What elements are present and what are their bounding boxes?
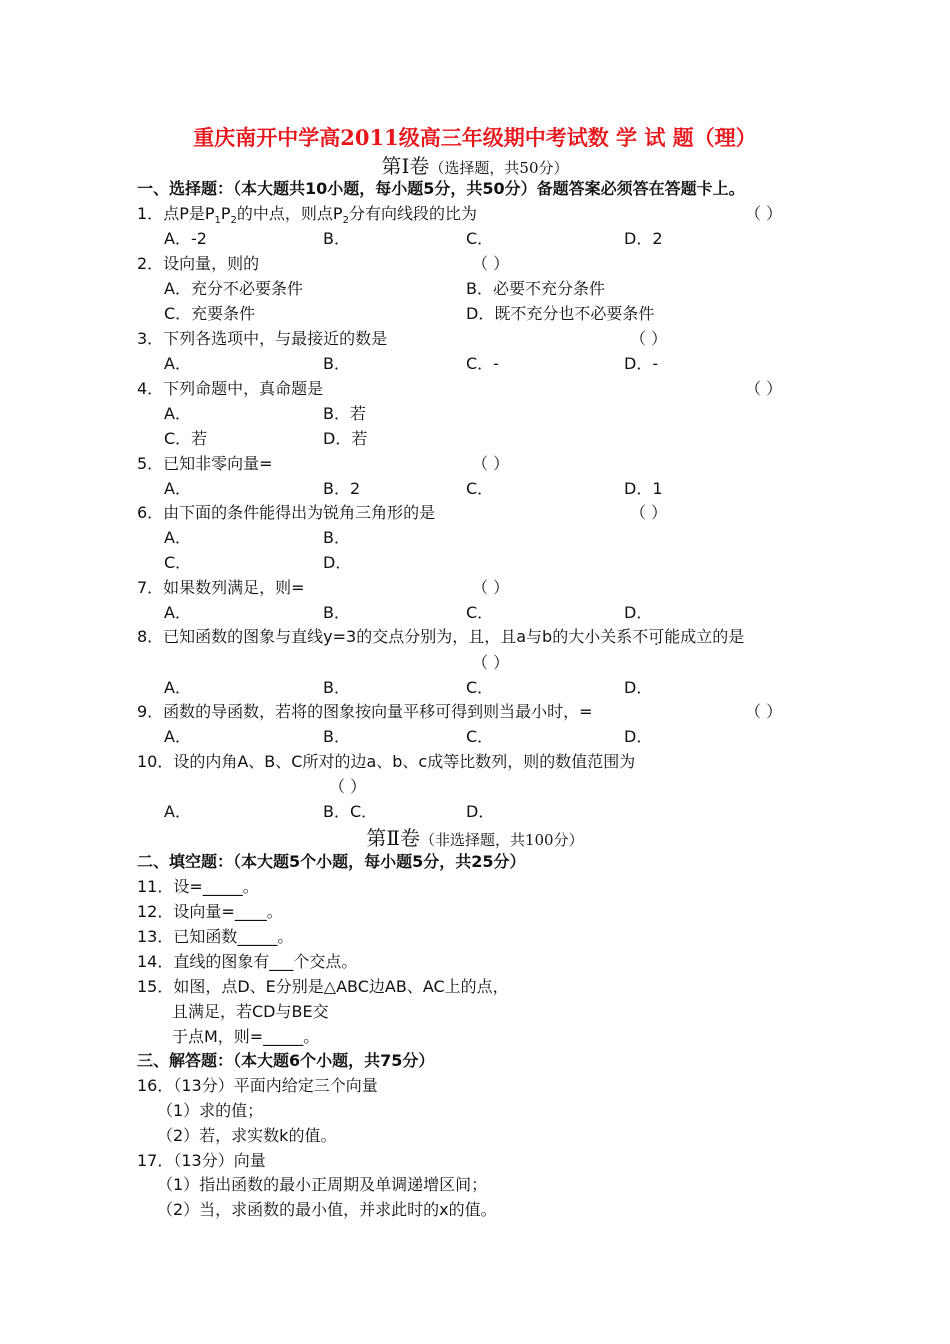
q10-answer-paren: （ ） — [329, 777, 367, 796]
q1-text-d: 分有向线段的比为 — [348, 204, 477, 223]
q10-option-d: D． — [466, 802, 495, 821]
q1-sub-1: 1 — [214, 215, 221, 227]
question-10: 10．设的内角A、B、C所对的边a、b、c成等比数列，则的数值范围为 — [137, 752, 636, 771]
q8-emphasis: 不可能 — [632, 627, 681, 646]
q3-option-c: C．- — [466, 354, 499, 373]
question-16-line-3: （2）若，求实数k的值。 — [157, 1126, 337, 1145]
q8-tail: 成立的是 — [680, 627, 745, 646]
part-one-note: （选择题，共50分） — [429, 159, 569, 177]
part-one-label: 第Ⅰ卷 — [381, 154, 430, 178]
q6-option-c: C． — [164, 553, 192, 572]
q7-option-b: B． — [323, 603, 350, 622]
q2-option-b: B．必要不充分条件 — [466, 279, 605, 298]
q5-option-c: C． — [466, 479, 494, 498]
q10-option-b: B．C． — [323, 802, 378, 821]
q1-number: 1． — [137, 204, 164, 223]
q7-option-c: C． — [466, 603, 494, 622]
q4-option-a: A． — [164, 404, 191, 423]
question-17-line-3: （2）当，求函数的最小值，并求此时的x的值。 — [157, 1200, 497, 1219]
q1-text-b: P — [220, 204, 231, 223]
part-one-heading — [0, 150, 950, 179]
q4-answer-paren: （ ） — [745, 379, 783, 398]
q4-option-d: D．若 — [323, 429, 368, 448]
q9-answer-paren: （ ） — [745, 702, 783, 721]
question-13: 13．已知函数_____。 — [137, 927, 294, 946]
q5-option-b: B．2 — [323, 479, 361, 498]
question-5: 5．已知非零向量= — [137, 454, 273, 473]
q3-option-b: B． — [323, 354, 350, 373]
question-9: 9．函数的导函数，若将的图象按向量平移可得到则当最小时，= — [137, 702, 593, 721]
q7-option-d: D． — [624, 603, 653, 622]
section-three-heading: 三、解答题：（本大题6个小题，共75分） — [137, 1051, 435, 1070]
question-16-line-2: （1）求的值； — [157, 1101, 264, 1120]
exam-title: 重庆南开中学高2011级高三年级期中考试数 学 试 题（理） — [193, 125, 757, 150]
q6-option-b: B． — [323, 528, 350, 547]
q1-sub-2: 2 — [230, 215, 237, 227]
q8-option-c: C． — [466, 678, 494, 697]
question-16-line-1: 16．（13分）平面内给定三个向量 — [137, 1076, 378, 1095]
q8-option-a: A． — [164, 678, 191, 697]
q1-option-d: D．2 — [624, 229, 663, 248]
q3-answer-paren: （ ） — [630, 329, 668, 348]
q2-option-a: A．充分不必要条件 — [164, 279, 303, 298]
q5-option-a: A． — [164, 479, 191, 498]
q1-text-a: 点P是P — [163, 204, 215, 223]
question-4: 4．下列命题中，真命题是 — [137, 379, 324, 398]
question-15-line-2: 且满足，若CD与BE交 — [172, 1002, 329, 1021]
q6-option-a: A． — [164, 528, 191, 547]
question-3: 3．下列各选项中，与最接近的数是 — [137, 329, 388, 348]
q6-option-d: D． — [323, 553, 352, 572]
q9-option-a: A． — [164, 727, 191, 746]
q1-text-c: 的中点，则点P — [236, 204, 343, 223]
q3-option-d: D．- — [624, 354, 659, 373]
q3-option-a: A． — [164, 354, 191, 373]
q1-option-c: C． — [466, 229, 494, 248]
question-17-line-1: 17．（13分）向量 — [137, 1151, 266, 1170]
question-12: 12．设向量=____。 — [137, 902, 283, 921]
part-two-heading — [0, 822, 950, 851]
q1-answer-paren: （ ） — [745, 204, 783, 223]
q8-text: 8．已知函数的图象与直线y=3的交点分别为，且，且a与b的大小关系 — [137, 627, 633, 646]
part-two-label: 第Ⅱ卷 — [366, 826, 420, 850]
question-8 — [137, 624, 744, 647]
q9-option-c: C． — [466, 727, 494, 746]
question-2: 2．设向量，则的 — [137, 254, 260, 273]
q1-option-a: A．-2 — [164, 229, 207, 248]
part-two-note: （非选择题，共100分） — [419, 831, 584, 849]
q2-option-c: C．充要条件 — [164, 304, 256, 323]
q9-option-d: D． — [624, 727, 653, 746]
section-two-heading: 二、填空题：（本大题5个小题，每小题5分，共25分） — [137, 852, 526, 871]
q2-answer-paren: （ ） — [472, 254, 510, 273]
question-7: 7．如果数列满足，则= — [137, 578, 305, 597]
q8-option-b: B． — [323, 678, 350, 697]
q1-option-b: B． — [323, 229, 350, 248]
q4-option-b: B．若 — [323, 404, 366, 423]
q5-answer-paren: （ ） — [472, 454, 510, 473]
question-1 — [137, 201, 477, 226]
q7-answer-paren: （ ） — [472, 578, 510, 597]
q6-answer-paren: （ ） — [630, 503, 668, 522]
q7-option-a: A． — [164, 603, 191, 622]
q5-option-d: D．1 — [624, 479, 663, 498]
q10-option-a: A． — [164, 802, 191, 821]
section-one-heading: 一、选择题：（本大题共10小题，每小题5分，共50分）备题答案必须答在答题卡上。 — [137, 179, 745, 198]
q8-option-d: D． — [624, 678, 653, 697]
question-14: 14．直线的图象有___个交点。 — [137, 952, 358, 971]
q2-option-d: D．既不充分也不必要条件 — [466, 304, 655, 323]
q1-sub-3: 2 — [342, 215, 349, 227]
q4-option-c: C．若 — [164, 429, 208, 448]
question-17-line-2: （1）指出函数的最小正周期及单调递增区间； — [157, 1175, 488, 1194]
q8-answer-paren: （ ） — [472, 653, 510, 672]
question-11: 11．设=_____。 — [137, 877, 259, 896]
question-15-line-3: 于点M，则=_____。 — [172, 1027, 320, 1046]
q9-option-b: B． — [323, 727, 350, 746]
question-15-line-1: 15．如图，点D、E分别是△ABC边AB、AC上的点， — [137, 977, 509, 996]
question-6: 6．由下面的条件能得出为锐角三角形的是 — [137, 503, 436, 522]
